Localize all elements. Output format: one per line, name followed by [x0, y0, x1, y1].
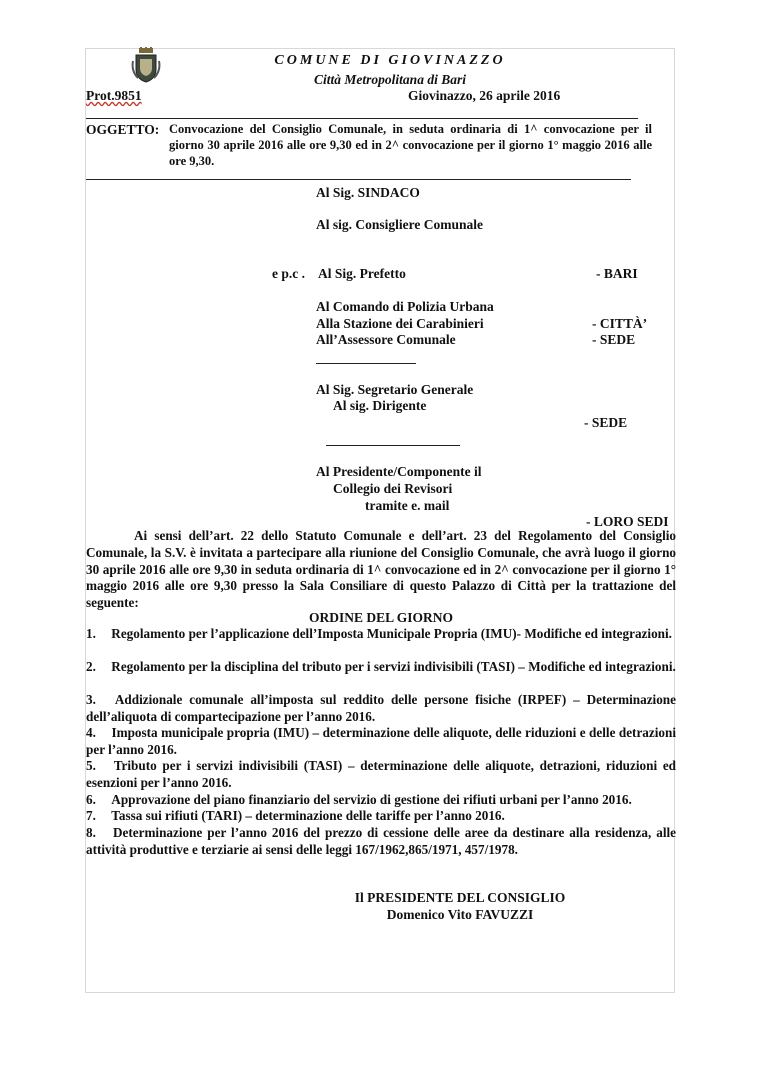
agenda-item: [86, 626, 676, 643]
agenda-item-number: 3.: [86, 692, 96, 707]
agenda-item-number: 7.: [86, 808, 96, 823]
location-bari: - BARI: [596, 266, 638, 281]
agenda-item-number: 8.: [86, 825, 96, 840]
recipient-assessore: All’Assessore Comunale: [316, 332, 456, 347]
signature-name: Domenico Vito FAVUZZI: [386, 907, 534, 922]
agenda-item-text: Regolamento per l’applicazione dell’Imposta Municipale Propria (IMU)- Modifiche ed integrazioni.: [111, 626, 672, 641]
divider: [316, 363, 416, 364]
agenda-item-number: 1.: [86, 626, 96, 641]
recipient-presidente: Al Presidente/Componente il: [316, 464, 482, 479]
agenda-item-text: Regolamento per la disciplina del tributo per i servizi indivisibili (TASI) – Modifiche ed integrazioni.: [111, 659, 676, 674]
agenda-item-text: Tributo per i servizi indivisibili (TASI) – determinazione delle aliquote, detrazioni, riduzioni ed esenzioni per l’anno 2016.: [86, 758, 677, 790]
divider: [326, 445, 460, 446]
citta-subtitle: Città Metropolitana di Bari: [314, 72, 466, 87]
oggetto-label: OGGETTO:: [86, 122, 160, 137]
protocol-number: Prot.9851: [86, 88, 142, 103]
location-sede: - SEDE: [592, 332, 636, 347]
divider: [86, 179, 631, 180]
recipient-collegio: Collegio dei Revisori: [333, 481, 453, 496]
agenda-item-text: Tassa sui rifiuti (TARI) – determinazione delle tariffe per l’anno 2016.: [111, 808, 505, 823]
agenda-item-text: Addizionale comunale all’imposta sul reddito delle persone fisiche (IRPEF) – Determinazione dell’aliquota di compartecipazione per l’anno 2016.: [86, 692, 676, 724]
recipient-consigliere: Al sig. Consigliere Comunale: [316, 217, 484, 232]
agenda-item-text: Imposta municipale propria (IMU) – determinazione delle aliquote, delle riduzioni e delle detrazioni per l’anno 2016.: [86, 725, 677, 757]
location-citta: - CITTÀ’: [592, 316, 648, 331]
agenda-item-text: Approvazione del piano finanziario del servizio di gestione dei rifiuti urbani per l’anno 2016.: [111, 792, 632, 807]
location-sede: - SEDE: [584, 415, 628, 430]
recipient-sindaco: Al Sig. SINDACO: [316, 185, 420, 200]
location-loro-sedi: - LORO SEDI: [586, 514, 669, 529]
divider: [86, 118, 638, 119]
agenda-item: [86, 725, 676, 759]
recipient-prefetto: Al Sig. Prefetto: [318, 266, 406, 281]
agenda-item-number: 4.: [86, 725, 96, 740]
recipient-mail: tramite e. mail: [365, 498, 450, 513]
recipient-polizia: Al Comando di Polizia Urbana: [316, 299, 494, 314]
signature-title: Il PRESIDENTE DEL CONSIGLIO: [354, 890, 566, 905]
agenda-item-number: 6.: [86, 792, 96, 807]
comune-title: COMUNE DI GIOVINAZZO: [274, 53, 506, 68]
oggetto-text: Convocazione del Consiglio Comunale, in seduta ordinaria di 1^ convocazione per il giorno 30 aprile 2016 alle ore 9,30 ed in 2^ convocazione per il giorno 1° maggio 2016 alle ore 9,30.: [169, 122, 652, 168]
agenda-item-number: 2.: [86, 659, 96, 674]
document-date: Giovinazzo, 26 aprile 2016: [408, 88, 561, 103]
recipient-segretario: Al Sig. Segretario Generale: [316, 382, 474, 397]
body-paragraph: Ai sensi dell’art. 22 dello Statuto Comunale e dell’art. 23 del Regolamento del Consiglio Comunale, la S.V. è invitata a partecipare alla riunione del Consiglio Comunale, che avrà luogo il giorno 30 aprile 2016 alle ore 9,30 in seduta ordinaria di 1^ convocazione ed in 2^ convocazione per il giorno 1° maggio 2016 alle ore 9,30 presso la Sala Consiliare di questo Palazzo di Città per la trattazione del seguente:: [86, 528, 676, 611]
municipal-crest-icon: [130, 47, 162, 83]
agenda-item: [86, 758, 676, 792]
recipient-dirigente: Al sig. Dirigente: [333, 398, 427, 413]
agenda-item: [86, 808, 676, 825]
agenda-item: [86, 792, 676, 809]
agenda-item: [86, 659, 676, 676]
odg-title: ORDINE DEL GIORNO: [308, 610, 454, 625]
recipient-carabinieri: Alla Stazione dei Carabinieri: [316, 316, 484, 331]
agenda-item-text: Determinazione per l’anno 2016 del prezzo di cessione delle aree da destinare alla residenza, alle attività produttive e terziarie ai sensi delle leggi 167/1962,865/1971, 457/1978.: [86, 825, 677, 857]
epc-label: e p.c .: [272, 266, 305, 281]
agenda-item: [86, 692, 676, 726]
agenda-item: [86, 825, 676, 859]
agenda-item-number: 5.: [86, 758, 96, 773]
